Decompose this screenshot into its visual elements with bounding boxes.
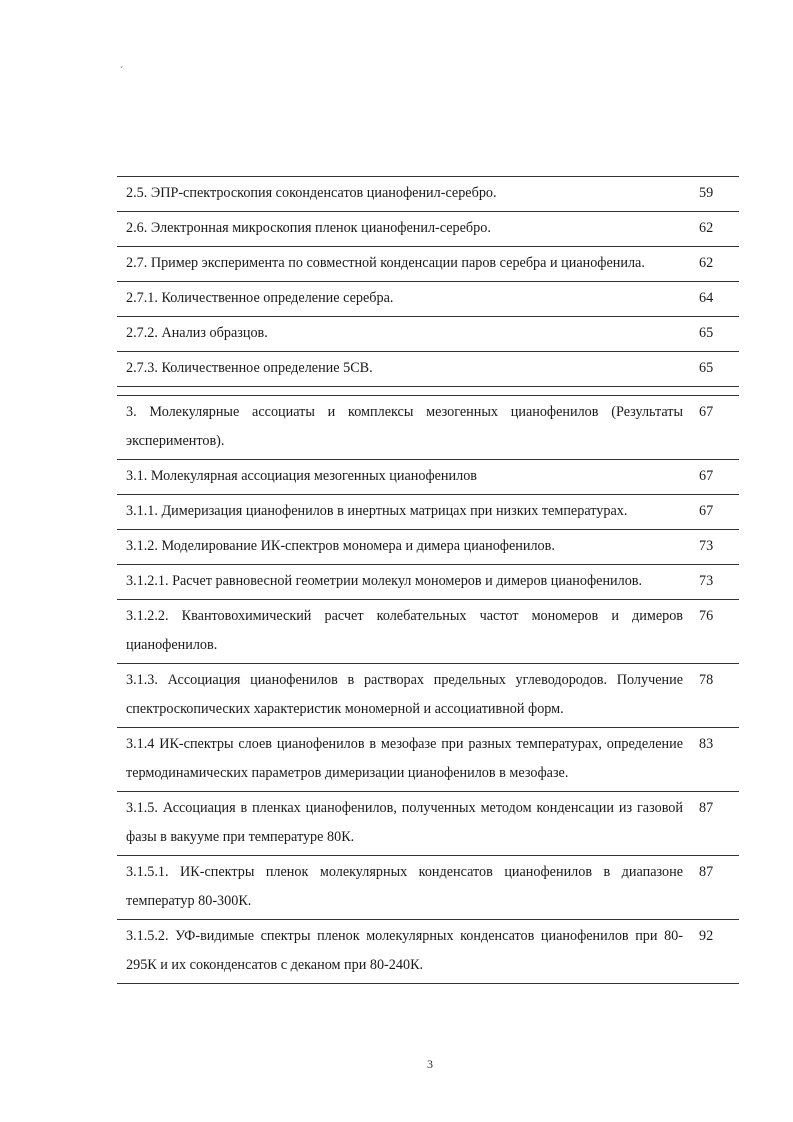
toc-entry-page: 83 (699, 736, 714, 752)
toc-entry-title: 3.1.2.1. Расчет равновесной геометрии молекул мономеров и димеров цианофенилов. (126, 573, 643, 589)
toc-entry-title: 3. Молекулярные ассоциаты и комплексы мезогенных цианофенилов (Результаты экспериментов). (126, 404, 683, 449)
toc-entry (117, 177, 739, 212)
toc-entry (117, 212, 739, 247)
toc-entry-page: 87 (699, 864, 714, 880)
toc-entry-page: 78 (699, 672, 714, 688)
toc-entry-page: 73 (699, 538, 714, 554)
toc-entry-title: 3.1.1. Димеризация цианофенилов в инертных матрицах при низких температурах. (126, 503, 628, 519)
toc-entry-title: 3.1.4 ИК-спектры слоев цианофенилов в мезофазе при разных температурах, определение термодинамических параметров димеризации цианофенилов в мезофазе. (126, 736, 683, 781)
toc-entry-page: 64 (699, 290, 714, 306)
toc-entry-title: 3.1.5. Ассоциация в пленках цианофенилов, полученных методом конденсации из газовой фазы в вакууме при температуре 80К. (126, 800, 683, 845)
toc-entry (117, 530, 739, 565)
scan-mark: ´ (120, 66, 124, 77)
toc-entry-title: 3.1.2. Моделирование ИК-спектров мономера и димера цианофенилов. (126, 538, 555, 554)
toc-entry-title: 3.1.3. Ассоциация цианофенилов в растворах предельных углеводородов. Получение спектроскопических характеристик мономерной и ассоциативной форм. (126, 672, 683, 717)
toc-entry-title: 3.1.2.2. Квантовохимический расчет колебательных частот мономеров и димеров цианофенилов. (126, 608, 683, 653)
toc-entry-page: 92 (699, 928, 714, 944)
toc-entry-title: 2.6. Электронная микроскопия пленок цианофенил-серебро. (126, 220, 491, 236)
toc-entry-title: 2.7.1. Количественное определение серебра. (126, 290, 394, 306)
toc-entry-title: 2.7. Пример эксперимента по совместной конденсации паров серебра и цианофенила. (126, 255, 645, 271)
page-number: 3 (427, 1057, 433, 1071)
toc-entry-title: 3.1. Молекулярная ассоциация мезогенных цианофенилов (126, 468, 477, 484)
toc-entry (117, 282, 739, 317)
toc-entry (117, 395, 739, 460)
toc-entry (117, 664, 739, 728)
toc-entry-page: 67 (699, 468, 714, 484)
toc-entry-page: 62 (699, 255, 714, 271)
toc-entry (117, 317, 739, 352)
toc-entry (117, 460, 739, 495)
toc-entry-page: 67 (699, 404, 714, 420)
toc-entry-page: 65 (699, 360, 714, 376)
toc-entry (117, 792, 739, 856)
toc-entry-title: 3.1.5.1. ИК-спектры пленок молекулярных конденсатов цианофенилов в диапазоне температур 80-300К. (126, 864, 683, 909)
toc-entry (117, 856, 739, 920)
toc-entry-title: 2.5. ЭПР-спектроскопия соконденсатов цианофенил-серебро. (126, 185, 497, 201)
toc-entry-page: 62 (699, 220, 714, 236)
toc-entry (117, 247, 739, 282)
toc-entry-title: 2.7.3. Количественное определение 5CB. (126, 360, 373, 376)
toc-entry-page: 67 (699, 503, 714, 519)
toc-entry (117, 352, 739, 387)
toc-entry (117, 495, 739, 530)
toc-entry-page: 59 (699, 185, 714, 201)
toc-entry-page: 76 (699, 608, 714, 624)
toc-entry (117, 728, 739, 792)
toc-entry (117, 600, 739, 664)
toc-entry-page: 73 (699, 573, 714, 589)
toc-entry-page: 65 (699, 325, 714, 341)
toc-entry-page: 87 (699, 800, 714, 816)
toc-entry-title: 2.7.2. Анализ образцов. (126, 325, 268, 341)
toc-entry-title: 3.1.5.2. УФ-видимые спектры пленок молекулярных конденсатов цианофенилов при 80-295К и их соконденсатов с деканом при 80-240К. (126, 928, 683, 973)
table-of-contents (117, 176, 739, 984)
toc-entry (117, 565, 739, 600)
toc-entry (117, 920, 739, 984)
